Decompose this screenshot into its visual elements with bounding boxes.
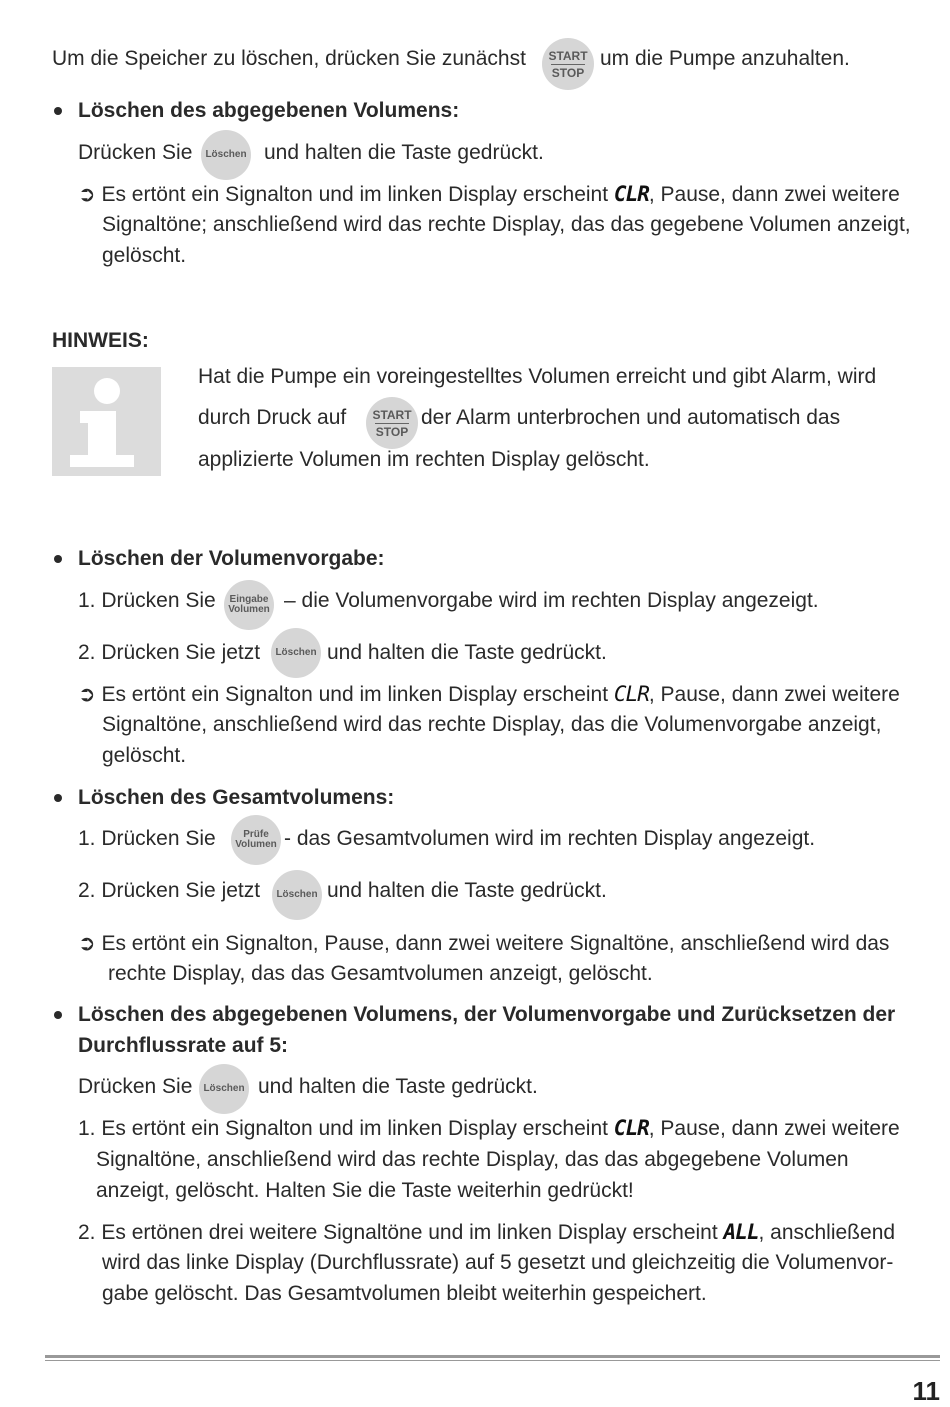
loeschen-button <box>199 1064 249 1114</box>
page-number: 11 <box>912 1376 940 1406</box>
arrow-right-icon: ➲ <box>78 931 96 955</box>
item-1-line-2: Signaltöne, anschließend wird das rechte Display, das das abgegebene Volumen <box>96 1148 849 1171</box>
intro-text-pre: Um die Speicher zu löschen, drücken Sie zunächst <box>52 47 526 70</box>
start-label: START <box>372 407 412 422</box>
step-1-pre: 1. Drücken Sie <box>78 827 216 850</box>
result-line-1-post: , Pause, dann zwei weitere <box>648 683 900 706</box>
step-1-pre: 1. Drücken Sie <box>78 589 216 612</box>
step-2-post: und halten die Taste gedrückt. <box>327 879 607 902</box>
loeschen-label: Löschen <box>275 647 317 658</box>
note-line-2-post: der Alarm unterbrochen und automatisch das <box>421 406 841 429</box>
loeschen-button <box>201 130 251 180</box>
intro-text-post: um die Pumpe anzuhalten. <box>600 47 850 70</box>
loeschen-label: Löschen <box>205 149 247 160</box>
result-line-1-pre: Es ertönt ein Signalton und im linken Display erscheint <box>101 183 609 206</box>
bullet-icon <box>54 555 62 563</box>
bullet-icon <box>54 107 62 115</box>
result-line-1 <box>78 681 900 708</box>
press-text-post: und halten die Taste gedrückt. <box>264 141 544 164</box>
lcd-clr: CLR <box>613 1116 649 1140</box>
step-2-post: und halten die Taste gedrückt. <box>327 641 607 664</box>
info-glyph-icon <box>52 367 161 476</box>
item-2-line-2: wird das linke Display (Durchflussrate) auf 5 gesetzt und gleichzeitig die Volumenvor- <box>102 1251 894 1274</box>
result-line-1 <box>78 930 889 957</box>
result-line-2: Signaltöne; anschließend wird das rechte Display, das das gegebene Volumen anzeigt, <box>102 213 911 236</box>
loeschen-label: Löschen <box>276 889 318 900</box>
start-label: START <box>548 48 588 63</box>
item-2-line-3: gabe gelöscht. Das Gesamtvolumen bleibt weiterhin gespeichert. <box>102 1282 707 1305</box>
press-text-pre: Drücken Sie <box>78 141 193 164</box>
item-1-line-3: anzeigt, gelöscht. Halten Sie die Taste weiterhin gedrückt! <box>96 1179 634 1202</box>
eingabe-volumen-button <box>224 580 274 630</box>
eingabe-label-1: Eingabe <box>229 594 269 605</box>
item-2-line-1-post: , anschließend <box>758 1221 896 1244</box>
item-1-line-1 <box>78 1115 900 1142</box>
result-line-2: Signaltöne, anschließend wird das rechte Display, das die Volumenvorgabe anzeigt, <box>102 713 882 736</box>
pruefe-label-1: Prüfe <box>243 829 269 840</box>
bullet-icon <box>54 794 62 802</box>
result-line-2: rechte Display, das das Gesamtvolumen anzeigt, gelöscht. <box>108 962 653 985</box>
step-2-pre: 2. Drücken Sie jetzt <box>78 641 261 664</box>
press-text-post: und halten die Taste gedrückt. <box>258 1075 538 1098</box>
stop-label: STOP <box>551 65 585 80</box>
result-line-1-pre: Es ertönt ein Signalton und im linken Display erscheint <box>101 683 609 706</box>
pruefe-volumen-button <box>231 815 281 865</box>
start-stop-divider <box>551 64 585 65</box>
item-2-line-1-pre: 2. Es ertönen drei weitere Signaltöne und im linken Display erscheint <box>78 1221 718 1244</box>
footer-rule-thin <box>45 1360 940 1361</box>
note-line-2-pre: durch Druck auf <box>198 406 347 429</box>
loeschen-label: Löschen <box>203 1083 245 1094</box>
loeschen-button <box>271 628 321 678</box>
section-heading-4-line-1: Löschen des abgegebenen Volumens, der Volumenvorgabe und Zurücksetzen der <box>78 1003 896 1026</box>
arrow-right-icon: ➲ <box>78 682 96 706</box>
pruefe-label-2: Volumen <box>235 839 277 850</box>
eingabe-label-2: Volumen <box>228 604 270 615</box>
result-line-1-post: , Pause, dann zwei weitere <box>648 183 900 206</box>
section-heading-1: Löschen des abgegebenen Volumens: <box>78 99 460 122</box>
start-stop-button <box>366 397 418 449</box>
stop-label: STOP <box>375 424 409 439</box>
step-1-post: - das Gesamtvolumen wird im rechten Display angezeigt. <box>284 827 816 850</box>
bullet-icon <box>54 1011 62 1019</box>
result-line-1 <box>78 181 900 208</box>
item-1-line-1-post: , Pause, dann zwei weitere <box>648 1117 900 1140</box>
lcd-clr: CLR <box>613 682 649 706</box>
step-1-post: – die Volumenvorgabe wird im rechten Display angezeigt. <box>284 589 819 612</box>
info-icon <box>52 367 161 476</box>
section-heading-3: Löschen des Gesamtvolumens: <box>78 786 395 809</box>
section-heading-2: Löschen der Volumenvorgabe: <box>78 547 385 570</box>
lcd-all: ALL <box>723 1220 759 1244</box>
note-line-1: Hat die Pumpe ein voreingestelltes Volumen erreicht und gibt Alarm, wird <box>198 365 877 388</box>
section-heading-4-line-2: Durchflussrate auf 5: <box>78 1034 289 1057</box>
result-line-3: gelöscht. <box>102 744 187 767</box>
note-heading: HINWEIS: <box>52 329 149 352</box>
press-text-pre: Drücken Sie <box>78 1075 193 1098</box>
item-1-line-1-pre: 1. Es ertönt ein Signalton und im linken Display erscheint <box>78 1117 608 1140</box>
step-2-pre: 2. Drücken Sie jetzt <box>78 879 261 902</box>
note-line-3: applizierte Volumen im rechten Display gelöscht. <box>198 448 650 471</box>
footer-rule <box>45 1355 940 1358</box>
lcd-clr: CLR <box>613 182 649 206</box>
start-stop-button <box>542 38 594 90</box>
item-2-line-1 <box>78 1219 895 1246</box>
arrow-right-icon: ➲ <box>78 182 96 206</box>
result-line-1-text: Es ertönt ein Signalton, Pause, dann zwei weitere Signaltöne, anschließend wird das <box>101 932 890 955</box>
loeschen-button <box>272 870 322 920</box>
result-line-3: gelöscht. <box>102 244 187 267</box>
start-stop-divider <box>375 423 409 424</box>
